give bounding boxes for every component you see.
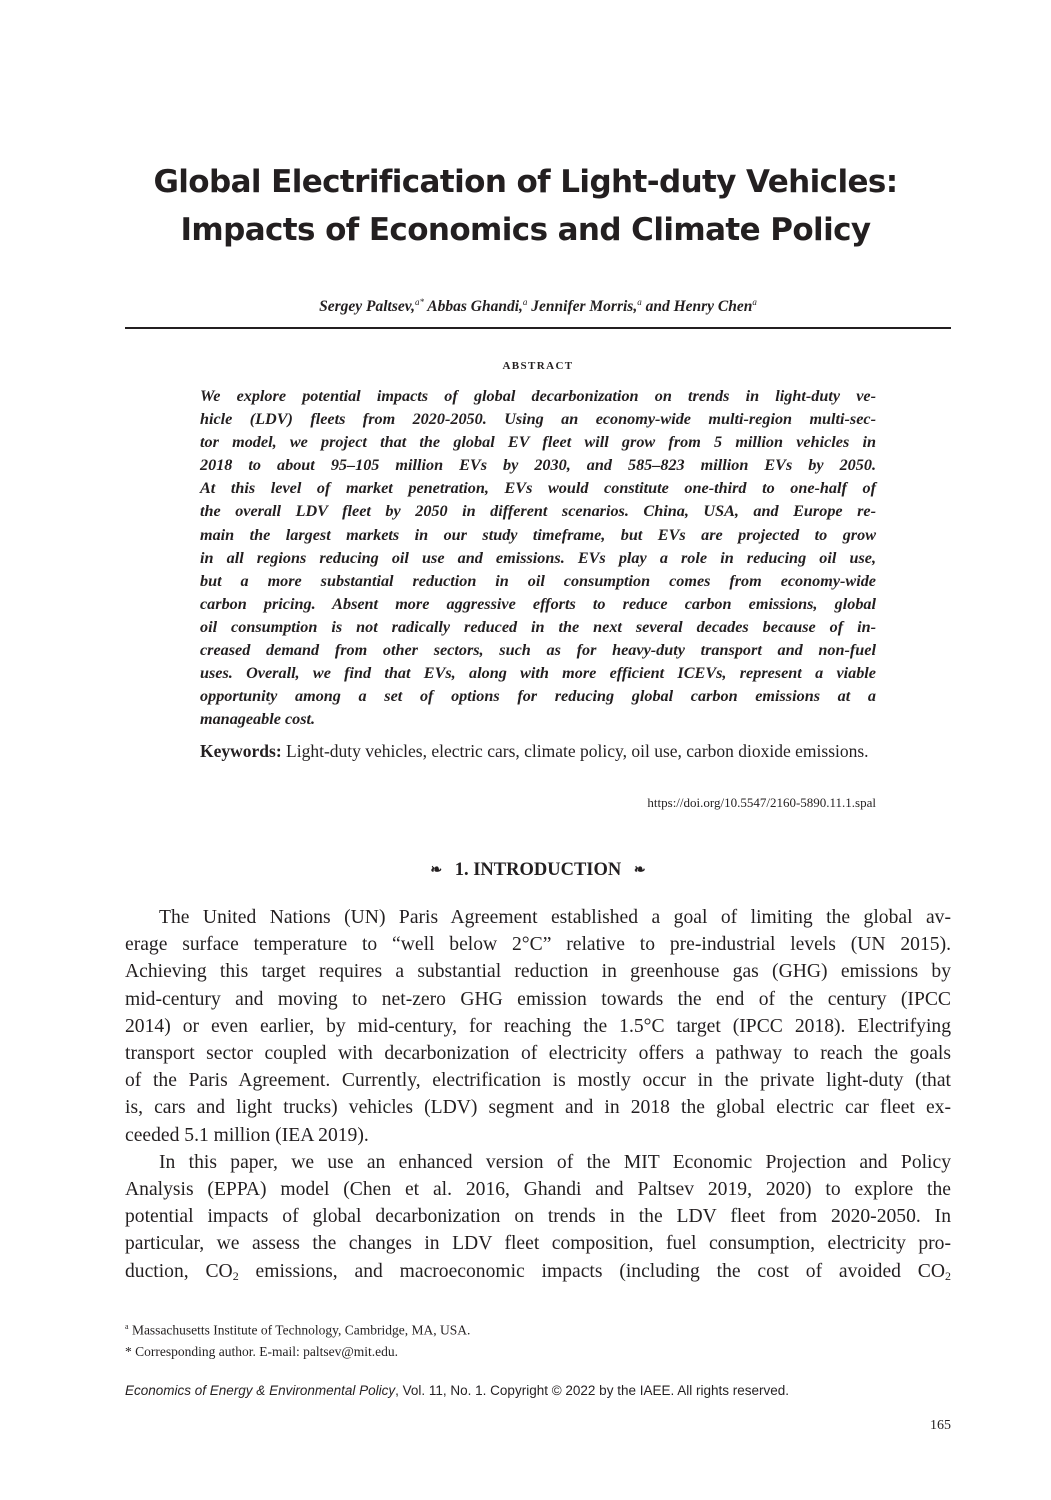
footnote-mark: * — [125, 1343, 132, 1359]
footnote-corresponding — [125, 1341, 951, 1362]
keywords — [200, 740, 876, 763]
paper-title — [130, 158, 921, 254]
footnote-mark: a — [125, 1322, 129, 1331]
author-list — [125, 292, 951, 317]
abstract-line: main the largest markets in our study timeframe, but EVs are projected to grow — [200, 525, 876, 544]
keywords-text: Light-duty vehicles, electric cars, climate policy, oil use, carbon dioxide emissions. — [281, 741, 869, 761]
header-divider — [125, 327, 951, 329]
section-heading — [125, 858, 951, 883]
body-line: particular, we assess the changes in LDV fleet composition, fuel consumption, electricity pro- — [125, 1233, 951, 1255]
subscript: 2 — [232, 1268, 239, 1283]
body-line: of the Paris Agreement. Currently, electrification is mostly occur in the private light-duty (that — [125, 1070, 951, 1092]
body-line — [125, 1258, 951, 1285]
author-name: and Henry Chen — [645, 298, 753, 316]
author-affiliation-mark: a — [752, 297, 757, 307]
abstract-line: creased demand from other sectors, such as for heavy-duty transport and non-fuel — [200, 641, 876, 660]
body-line: ceeded 5.1 million (IEA 2019). — [125, 1124, 369, 1146]
body-line: Achieving this target requires a substantial reduction in greenhouse gas (GHG) emissions by — [125, 961, 951, 983]
abstract-line: oil consumption is not radically reduced in the next several decades because of in- — [200, 617, 876, 636]
abstract-text — [200, 385, 876, 731]
body-fragment: duction, CO — [125, 1260, 233, 1282]
footnote-text: Corresponding author. E-mail: paltsev@mit.edu. — [131, 1343, 399, 1359]
fleuron-right-icon: ❧ — [633, 863, 646, 878]
footnote-text: Massachusetts Institute of Technology, Cambridge, MA, USA. — [128, 1322, 471, 1338]
abstract-line: in all regions reducing oil use and emissions. EVs play a role in reducing oil use, — [200, 548, 876, 567]
body-line: is, cars and light trucks) vehicles (LDV) segment and in 2018 the global electric car fleet ex- — [125, 1097, 951, 1119]
body-fragment: emissions, and macroeconomic impacts (including the cost of avoided CO — [238, 1260, 945, 1282]
abstract-line: uses. Overall, we find that EVs, along with more efficient ICEVs, represent a viable — [200, 664, 876, 683]
introduction-body — [125, 904, 951, 1285]
abstract-line: but a more substantial reduction in oil consumption comes from economy-wide — [200, 571, 876, 590]
abstract-line: carbon pricing. Absent more aggressive efforts to reduce carbon emissions, global — [200, 594, 876, 613]
abstract-line: manageable cost. — [200, 710, 316, 729]
abstract-line: 2018 to about 95–105 million EVs by 2030, and 585–823 million EVs by 2050. — [200, 456, 876, 475]
title-line-1: Global Electrification of Light-duty Vehicles: — [153, 164, 898, 200]
journal-name: Economics of Energy & Environmental Policy — [125, 1383, 396, 1398]
body-line: erage surface temperature to “well below 2°C” relative to pre-industrial levels (UN 2015). — [125, 934, 951, 956]
author-affiliation-mark: a — [522, 297, 528, 307]
footnote-affiliation — [125, 1316, 951, 1341]
author-affiliation-mark: a* — [414, 297, 424, 307]
journal-footer — [125, 1381, 951, 1401]
page-number: 165 — [930, 1418, 951, 1433]
subscript: 2 — [944, 1268, 951, 1283]
body-line: The United Nations (UN) Paris Agreement established a goal of limiting the global av- — [159, 907, 951, 928]
keywords-label: Keywords: — [200, 741, 282, 761]
body-line: mid-century and moving to net-zero GHG emission towards the end of the century (IPCC — [125, 988, 951, 1010]
abstract-heading: ABSTRACT — [502, 360, 574, 372]
footnotes — [125, 1316, 951, 1362]
abstract-line: the overall LDV fleet by 2050 in different scenarios. China, USA, and Europe re- — [200, 502, 876, 521]
abstract-line: We explore potential impacts of global decarbonization on trends in light-duty ve- — [200, 387, 876, 405]
fleuron-left-icon: ❧ — [430, 863, 443, 878]
body-line: potential impacts of global decarbonization on trends in the LDV fleet from 2020-2050. In — [125, 1206, 951, 1228]
body-line: 2014) or even earlier, by mid-century, for reaching the 1.5°C target (IPCC 2018). Electrifying — [125, 1015, 951, 1037]
author-name: Abbas Ghandi, — [427, 298, 523, 316]
abstract-line: opportunity among a set of options for reducing global carbon emissions at a — [200, 687, 876, 706]
author-name: Sergey Paltsev, — [319, 298, 415, 316]
title-line-2: Impacts of Economics and Climate Policy — [180, 212, 871, 248]
abstract-line: At this level of market penetration, EVs would constitute one-third to one-half of — [200, 479, 876, 498]
body-line: In this paper, we use an enhanced version of the MIT Economic Projection and Policy — [159, 1151, 951, 1173]
author-name: Jennifer Morris, — [531, 298, 638, 316]
author-affiliation-mark: a — [637, 297, 642, 307]
copyright-text: , Vol. 11, No. 1. Copyright © 2022 by the IAEE. All rights reserved. — [395, 1383, 790, 1398]
abstract-line: hicle (LDV) fleets from 2020-2050. Using an economy-wide multi-region multi-sec- — [200, 410, 876, 429]
body-line: Analysis (EPPA) model (Chen et al. 2016, Ghandi and Paltsev 2019, 2020) to explore the — [125, 1179, 951, 1201]
doi-link[interactable]: https://doi.org/10.5547/2160-5890.11.1.spal — [647, 795, 876, 810]
abstract-line: tor model, we project that the global EV fleet will grow from 5 million vehicles in — [200, 433, 876, 452]
body-line: transport sector coupled with decarbonization of electricity offers a pathway to reach the goals — [125, 1043, 951, 1065]
section-title: 1. INTRODUCTION — [454, 860, 622, 880]
